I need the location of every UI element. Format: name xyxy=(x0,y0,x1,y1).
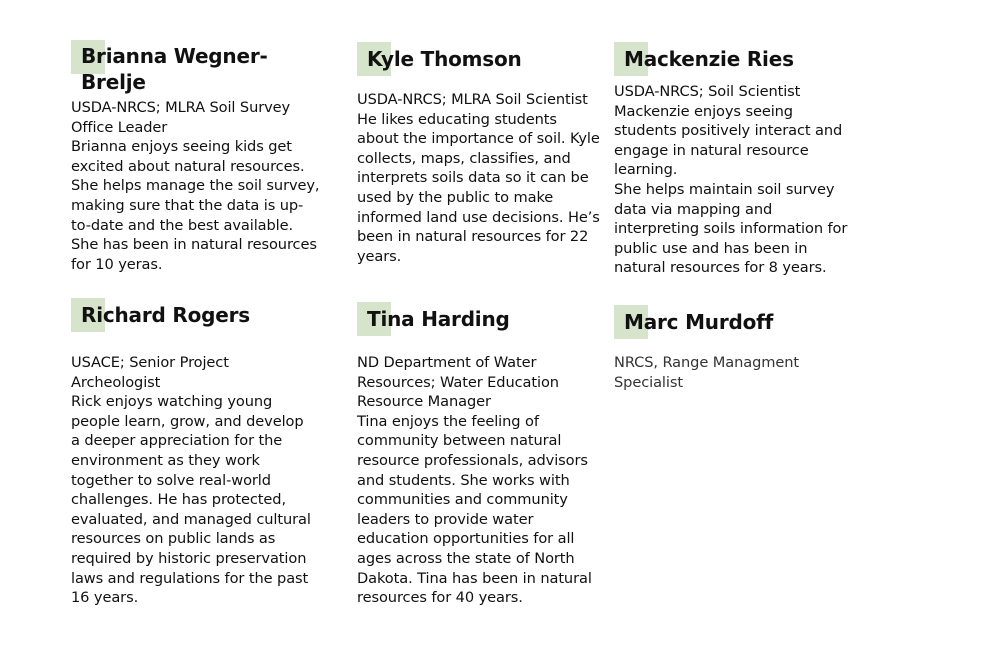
name-block xyxy=(614,305,849,335)
person-name: Kyle Thomson xyxy=(367,47,522,71)
name-block xyxy=(614,42,849,72)
person-name: Marc Murdoff xyxy=(624,310,774,334)
person-text xyxy=(71,353,311,608)
person-card-richard xyxy=(71,298,316,607)
person-text xyxy=(357,353,597,608)
person-text xyxy=(614,353,814,392)
name-block xyxy=(357,302,602,332)
person-role: USACE; Senior Project Archeologist xyxy=(71,354,229,391)
person-text xyxy=(357,90,602,266)
person-bio: Rick enjoys watching young people learn, grow, and develop a deeper appreciation for the environment as they work together to solve real-world challenges. He has protected, evaluated, and managed cultural resources on public lands as required by historic preservation laws and regulations for the past 16 years. xyxy=(71,393,311,607)
person-name: Richard Rogers xyxy=(81,303,250,327)
person-role: USDA-NRCS; MLRA Soil Scientist xyxy=(357,91,588,108)
name-block xyxy=(71,298,316,328)
person-text xyxy=(614,82,849,278)
person-name: Tina Harding xyxy=(367,307,510,331)
person-role: USDA-NRCS; Soil Scientist xyxy=(614,83,801,100)
person-bio: Tina enjoys the feeling of community between natural resource professionals, advisors and students. She works with communities and community leaders to provide water education opportunities for all ages across the state of North Dakota. Tina has been in natural resources for 40 years. xyxy=(357,412,592,607)
person-role: NRCS, Range Managment Specialist xyxy=(614,354,800,391)
person-text xyxy=(71,98,321,274)
person-card-marc xyxy=(614,305,849,391)
person-bio: Mackenzie enjoys seeing students positively interact and engage in natural resource learning. xyxy=(614,102,843,179)
name-block xyxy=(357,42,602,72)
name-block xyxy=(71,40,321,95)
person-name: Brianna Wegner-Brelje xyxy=(81,44,268,94)
person-name: Mackenzie Ries xyxy=(624,47,794,71)
person-role: ND Department of Water Resources; Water Education Resource Manager xyxy=(357,354,559,411)
person-role: USDA-NRCS; MLRA Soil Survey Office Leader xyxy=(71,99,291,136)
person-bio-continued: She helps maintain soil survey data via mapping and interpreting soils information for public use and has been in natural resources for 8 years. xyxy=(614,180,848,277)
person-card-brianna xyxy=(71,40,321,273)
person-bio: He likes educating students about the importance of soil. Kyle collects, maps, classifies, and interprets soils data so it can be used by the public to make informed land use decisions. He’s been in natural resources for 22 years. xyxy=(357,110,600,265)
person-card-tina xyxy=(357,302,602,607)
person-bio: Brianna enjoys seeing kids get excited about natural resources. She helps manage the soil survey, making sure that the data is up-to-date and the best available. She has been in natural resources for 10 yeras. xyxy=(71,138,320,273)
person-card-kyle xyxy=(357,42,602,265)
person-card-mackenzie xyxy=(614,42,849,277)
